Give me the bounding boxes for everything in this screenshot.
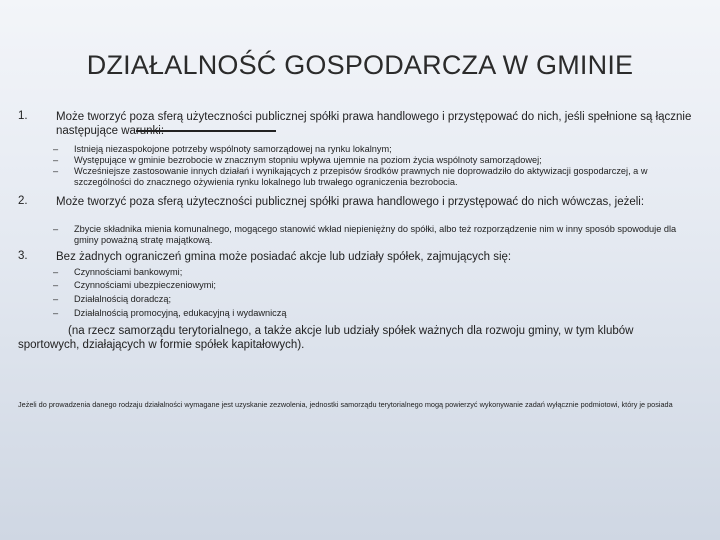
dash-bullet: – bbox=[53, 144, 59, 154]
sub-item bbox=[53, 155, 693, 166]
dash-bullet: – bbox=[53, 166, 59, 176]
sub-item bbox=[53, 294, 693, 305]
sub-item-text: Istnieją niezaspokojone potrzeby wspólnoty samorządowej na rynku lokalnym; bbox=[74, 144, 392, 154]
item-text: Bez żadnych ograniczeń gmina może posiadać akcje lub udziały spółek, zajmujących się: bbox=[56, 251, 512, 263]
sub-item bbox=[53, 267, 693, 278]
item-text: Może tworzyć poza sferą użyteczności publicznej spółki prawa handlowego i przystępować do nich, jeśli spełnione są łącznie następujące warunki: bbox=[56, 111, 692, 137]
sub-item-text: Czynnościami ubezpieczeniowymi; bbox=[74, 280, 216, 290]
dash-bullet: – bbox=[53, 308, 59, 318]
list-item-1 bbox=[18, 110, 708, 138]
item-text: Może tworzyć poza sferą użyteczności publicznej spółki prawa handlowego i przystępować do nich wówczas, jeżeli: bbox=[56, 196, 645, 208]
item-number: 1. bbox=[18, 110, 28, 122]
item-number: 3. bbox=[18, 250, 28, 262]
footnote: Jeżeli do prowadzenia danego rodzaju działalności wymagane jest uzyskanie zezwolenia, jednostki samorządu terytorialnego mogą powierzyć wykonywanie zadań wyłącznie podmiotowi, który je posiada bbox=[18, 400, 673, 409]
sub-item-text: Wcześniejsze zastosowanie innych działań i wynikających z przepisów środków prawnych nie doprowadziło do aktywizacji gospodarczej, a w szczególności do znacznego ożywienia rynku lokalnego lub trwałego ograniczenia bezrobocia. bbox=[74, 166, 648, 187]
dash-bullet: – bbox=[53, 155, 59, 165]
sub-item-text: Działalnością doradczą; bbox=[74, 294, 172, 304]
sub-item-text: Występujące w gminie bezrobocie w znacznym stopniu wpływa ujemnie na poziom życia wspólnoty samorządowej; bbox=[74, 155, 542, 165]
page-title: DZIAŁALNOŚĆ GOSPODARCZA W GMINIE bbox=[86, 50, 634, 80]
underline-mark bbox=[136, 130, 276, 132]
dash-bullet: – bbox=[53, 294, 59, 304]
sub-item bbox=[53, 308, 693, 319]
sub-item bbox=[53, 280, 693, 291]
dash-bullet: – bbox=[53, 280, 59, 290]
sub-item bbox=[53, 144, 693, 155]
list-item-2 bbox=[18, 195, 708, 209]
sub-item bbox=[53, 166, 693, 188]
item-number: 2. bbox=[18, 195, 28, 207]
sub-item-text: Czynnościami bankowymi; bbox=[74, 267, 183, 277]
dash-bullet: – bbox=[53, 224, 59, 234]
dash-bullet: – bbox=[53, 267, 59, 277]
sub-item-text: Działalnością promocyjną, edukacyjną i wydawniczą bbox=[74, 308, 287, 318]
sub-item bbox=[53, 224, 693, 246]
note-paragraph: (na rzecz samorządu terytorialnego, a także akcje lub udziały spółek ważnych dla rozwoju gminy, w tym klubów sportowych, działających w formie spółek kapitałowych). bbox=[18, 325, 634, 351]
sub-item-text: Zbycie składnika mienia komunalnego, mogącego stanowić wkład niepieniężny do spółki, albo też rozporządzenie nim w inny sposób spowoduje dla gminy poważną stratę majątkową. bbox=[74, 224, 677, 245]
list-item-3 bbox=[18, 250, 708, 264]
